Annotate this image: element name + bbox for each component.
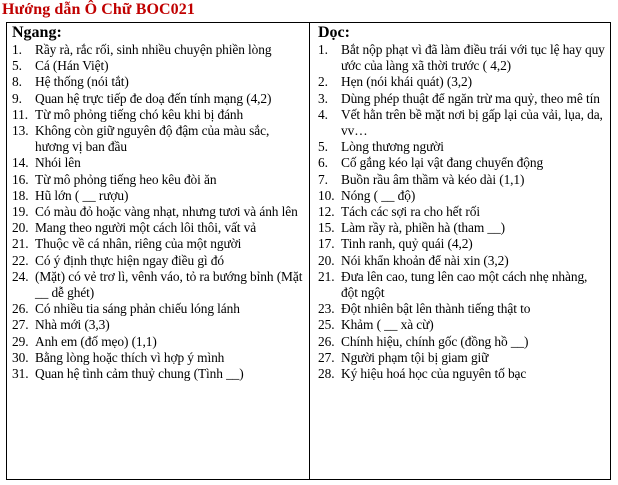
clue-text: Làm rầy rà, phiền hà (tham __) xyxy=(341,220,505,236)
clue-number: 30. xyxy=(12,349,29,365)
across-clue-item xyxy=(12,107,305,123)
clue-text: Dùng phép thuật để ngăn trừ ma quỷ, theo mê tín xyxy=(341,90,600,106)
clue-text: Chính hiệu, chính gốc (đồng hồ __) xyxy=(341,333,529,349)
clue-number: 17. xyxy=(318,236,335,252)
clue-number: 15. xyxy=(318,220,335,236)
clue-text: Anh em (đố mẹo) (1,1) xyxy=(35,333,157,349)
clue-text: Ký hiệu hoá học của nguyên tố bạc xyxy=(341,366,527,382)
clue-number: 4. xyxy=(318,106,328,122)
down-clue-item xyxy=(318,91,606,107)
clue-text: Hũ lớn ( __ rượu) xyxy=(35,187,129,203)
down-heading: Dọc: xyxy=(318,24,350,41)
clue-number: 25. xyxy=(318,317,335,333)
clue-number: 20. xyxy=(12,220,29,236)
clue-number: 13. xyxy=(12,123,29,139)
clue-text: Bằng lòng hoặc thích vì hợp ý mình xyxy=(35,349,225,365)
clue-number: 5. xyxy=(12,58,22,74)
across-clue-list xyxy=(12,42,305,382)
clue-text: Thuộc về cá nhân, riêng của một người xyxy=(35,236,242,252)
down-clue-item xyxy=(318,188,606,204)
clue-text: Từ mô phỏng tiếng chó kêu khi bị đánh xyxy=(35,106,244,122)
clue-number: 26. xyxy=(12,301,29,317)
across-clue-item xyxy=(12,204,305,220)
down-clue-item xyxy=(318,220,606,236)
down-clue-item xyxy=(318,334,606,350)
across-clue-item xyxy=(12,236,305,252)
clue-text: Khảm ( __ xà cừ) xyxy=(341,317,434,333)
clue-number: 24. xyxy=(12,268,29,284)
clue-table xyxy=(6,22,611,480)
clue-number: 6. xyxy=(318,155,328,171)
clue-number: 23. xyxy=(318,301,335,317)
down-clue-item xyxy=(318,317,606,333)
clue-text: Buồn rầu âm thầm và kéo dài (1,1) xyxy=(341,171,525,187)
clue-text: Nóng ( __ độ) xyxy=(341,187,416,203)
clue-number: 20. xyxy=(318,252,335,268)
clue-text: Người phạm tội bị giam giữ xyxy=(341,349,489,365)
clue-number: 14. xyxy=(12,155,29,171)
across-clue-item xyxy=(12,188,305,204)
clue-number: 22. xyxy=(12,252,29,268)
clue-number: 11. xyxy=(12,106,28,122)
across-heading: Ngang: xyxy=(12,24,62,41)
clue-text: Nói khẩn khoản để nài xin (3,2) xyxy=(341,252,509,268)
clue-number: 26. xyxy=(318,333,335,349)
clue-text: Không còn giữ nguyên độ đậm của màu sắc, hương vị ban đầu xyxy=(35,123,270,155)
clue-text: Cá (Hán Việt) xyxy=(35,58,109,74)
down-clue-item xyxy=(318,253,606,269)
clue-number: 12. xyxy=(318,204,335,220)
across-clue-item xyxy=(12,172,305,188)
down-clue-item xyxy=(318,301,606,317)
across-clue-item xyxy=(12,220,305,236)
down-clue-list xyxy=(318,42,606,382)
across-clue-item xyxy=(12,91,305,107)
clue-number: 9. xyxy=(12,90,22,106)
across-clue-item xyxy=(12,269,305,301)
clue-number: 31. xyxy=(12,366,29,382)
across-clue-item xyxy=(12,317,305,333)
clue-number: 19. xyxy=(12,204,29,220)
across-clue-item xyxy=(12,42,305,58)
clue-text: Nhói lên xyxy=(35,155,81,171)
clue-number: 2. xyxy=(318,74,328,90)
down-clue-item xyxy=(318,172,606,188)
clue-number: 27. xyxy=(318,349,335,365)
down-clue-item xyxy=(318,350,606,366)
clue-number: 1. xyxy=(318,42,328,57)
clue-text: Tách các sợi ra cho hết rối xyxy=(341,204,480,220)
clue-text: Mang theo người một cách lôi thôi, vất vả xyxy=(35,220,257,236)
clue-number: 21. xyxy=(12,236,29,252)
clue-text: Hẹn (nói khái quát) (3,2) xyxy=(341,74,472,90)
clue-text: Có ý định thực hiện ngay điều gì đó xyxy=(35,252,224,268)
across-clue-item xyxy=(12,301,305,317)
clue-text: Đưa lên cao, tung lên cao một cách nhẹ nhàng, đột ngột xyxy=(341,268,588,301)
across-clue-item xyxy=(12,58,305,74)
across-clue-item xyxy=(12,253,305,269)
clue-text: Rầy rà, rắc rối, sinh nhiều chuyện phiền lòng xyxy=(35,42,272,57)
across-clue-item xyxy=(12,350,305,366)
clue-number: 5. xyxy=(318,139,328,155)
across-clue-item xyxy=(12,366,305,382)
clue-text: Vết hằn trên bề mặt nơi bị gấp lại của vải, lụa, da, vv… xyxy=(341,106,603,139)
down-clue-item xyxy=(318,269,606,301)
down-clue-item xyxy=(318,366,606,382)
clue-number: 3. xyxy=(318,90,328,106)
down-clue-item xyxy=(318,155,606,171)
across-clue-item xyxy=(12,74,305,90)
clue-number: 27. xyxy=(12,317,29,333)
clue-number: 28. xyxy=(318,366,335,382)
clue-text: Quan hệ trực tiếp đe doạ đến tính mạng (4,2) xyxy=(35,90,272,106)
clue-number: 18. xyxy=(12,187,29,203)
down-clue-item xyxy=(318,42,606,74)
down-column xyxy=(310,23,610,479)
clue-text: Bắt nộp phạt vì đã làm điều trái với tục lệ hay quy ước của làng xã thời trước ( 4,2) xyxy=(341,42,605,74)
clue-number: 8. xyxy=(12,74,22,90)
clue-number: 29. xyxy=(12,333,29,349)
clue-text: Đột nhiên bật lên thành tiếng thật to xyxy=(341,301,531,317)
clue-text: Tinh ranh, quỷ quái (4,2) xyxy=(341,236,473,252)
clue-text: Lòng thương người xyxy=(341,139,444,155)
clue-text: Có nhiều tia sáng phản chiếu lóng lánh xyxy=(35,301,240,317)
down-clue-item xyxy=(318,236,606,252)
clue-text: Từ mô phỏng tiếng heo kêu đòi ăn xyxy=(35,171,217,187)
down-clue-item xyxy=(318,107,606,139)
clue-number: 1. xyxy=(12,42,22,57)
clue-text: (Mặt) có vẻ trơ lì, vênh váo, tỏ ra bướng bỉnh (Mặt __ dễ ghét) xyxy=(35,268,303,301)
down-clue-item xyxy=(318,74,606,90)
down-clue-item xyxy=(318,204,606,220)
across-clue-item xyxy=(12,155,305,171)
clue-number: 7. xyxy=(318,171,328,187)
clue-text: Nhà mới (3,3) xyxy=(35,317,110,333)
page-title: Hướng dẫn Ô Chữ BOC021 xyxy=(2,1,195,18)
across-clue-item xyxy=(12,334,305,350)
clue-text: Có màu đỏ hoặc vàng nhạt, nhưng tươi và ánh lên xyxy=(35,204,298,220)
down-clue-item xyxy=(318,139,606,155)
clue-text: Hệ thống (nói tắt) xyxy=(35,74,129,90)
clue-number: 16. xyxy=(12,171,29,187)
clue-number: 21. xyxy=(318,268,335,284)
clue-text: Cố gắng kéo lại vật đang chuyển động xyxy=(341,155,544,171)
across-clue-item xyxy=(12,123,305,155)
across-column xyxy=(7,23,310,479)
clue-text: Quan hệ tình cảm thuỷ chung (Tình __) xyxy=(35,366,244,382)
clue-number: 10. xyxy=(318,187,335,203)
